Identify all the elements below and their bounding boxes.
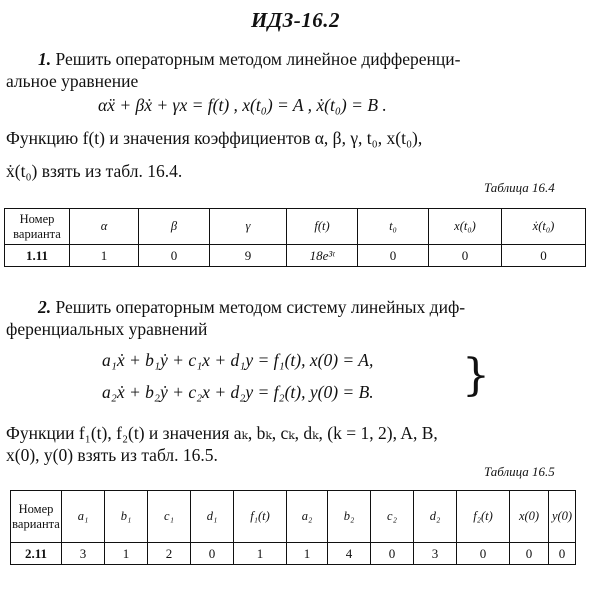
header-d1: d₁: [191, 491, 234, 543]
cell-b1: 1: [105, 543, 148, 565]
table-header-row: [11, 491, 576, 543]
cell-c1: 2: [148, 543, 191, 565]
task2-line1: Решить операторным методом систему линейных диф-: [55, 297, 466, 317]
task1-line4: ẋ(t₀) взять из табл. 16.4.: [6, 161, 183, 181]
header-b1: b₁: [105, 491, 148, 543]
header-beta: β: [139, 209, 210, 245]
task2-line2: ференциальных уравнений: [6, 319, 208, 339]
table-16-5: [10, 490, 576, 565]
cell-b2: 4: [328, 543, 371, 565]
table-row: [5, 245, 586, 267]
cell-t0: 0: [358, 245, 429, 267]
task1-equation: αẍ + βẋ + γx = f(t) , x(t₀) = A , ẋ(t₀) = B .: [98, 95, 387, 115]
cell-d1: 0: [191, 543, 234, 565]
header-variant: Номер варианта: [5, 209, 70, 245]
header-d2: d₂: [414, 491, 457, 543]
task1-line1: Решить операторным методом линейное дифференци-: [55, 49, 461, 69]
header-t0: t₀: [358, 209, 429, 245]
header-x-t0: x(t₀): [429, 209, 502, 245]
table-16-5-caption: Таблица 16.5: [484, 464, 555, 479]
cell-alpha: 1: [70, 245, 139, 267]
cell-variant: 2.11: [11, 543, 62, 565]
header-b2: b₂: [328, 491, 371, 543]
system-brace: }: [462, 350, 490, 401]
header-f2: f₂(t): [457, 491, 510, 543]
header-xdot-t0: ẋ(t₀): [502, 209, 586, 245]
table-16-4: [4, 208, 586, 267]
task1-line3: Функцию f(t) и значения коэффициентов α, β, γ, t₀, x(t₀),: [6, 128, 423, 148]
cell-beta: 0: [139, 245, 210, 267]
header-a1: a₁: [62, 491, 105, 543]
cell-x0: 0: [510, 543, 549, 565]
task2-eq2: a₂ẋ + b₂ẏ + c₂x + d₂y = f₂(t), y(0) = B.: [102, 382, 374, 402]
header-alpha: α: [70, 209, 139, 245]
page-title: ИДЗ-16.2: [250, 8, 341, 32]
task1-text: [6, 48, 578, 92]
task2-line3: Функции f₁(t), f₂(t) и значения aₖ, bₖ, cₖ, dₖ, (k = 1, 2), A, B,: [6, 423, 438, 443]
table-row: [11, 543, 576, 565]
table-header-row: [5, 209, 586, 245]
task2-eq1: a₁ẋ + b₁ẏ + c₁x + d₁y = f₁(t), x(0) = A,: [102, 350, 374, 370]
cell-f1: 1: [234, 543, 287, 565]
header-c2: c₂: [371, 491, 414, 543]
header-x0: x(0): [510, 491, 549, 543]
task2-number: 2.: [38, 297, 52, 317]
cell-gamma: 9: [210, 245, 287, 267]
task1-number: 1.: [38, 49, 52, 69]
cell-a1: 3: [62, 543, 105, 565]
cell-d2: 3: [414, 543, 457, 565]
cell-f2: 0: [457, 543, 510, 565]
cell-a2: 1: [287, 543, 328, 565]
task2-text: [6, 296, 578, 340]
cell-variant: 1.11: [5, 245, 70, 267]
header-gamma: γ: [210, 209, 287, 245]
task2-line4: x(0), y(0) взять из табл. 16.5.: [6, 445, 218, 465]
table-16-4-caption: Таблица 16.4: [484, 180, 555, 195]
header-f: f(t): [287, 209, 358, 245]
cell-f: 18e³ᵗ: [287, 245, 358, 267]
header-a2: a₂: [287, 491, 328, 543]
header-c1: c₁: [148, 491, 191, 543]
header-variant: Номер варианта: [11, 491, 62, 543]
header-y0: y(0): [549, 491, 576, 543]
cell-xdot-t0: 0: [502, 245, 586, 267]
cell-y0: 0: [549, 543, 576, 565]
header-f1: f₁(t): [234, 491, 287, 543]
task1-line2: альное уравнение: [6, 71, 139, 91]
cell-x-t0: 0: [429, 245, 502, 267]
cell-c2: 0: [371, 543, 414, 565]
